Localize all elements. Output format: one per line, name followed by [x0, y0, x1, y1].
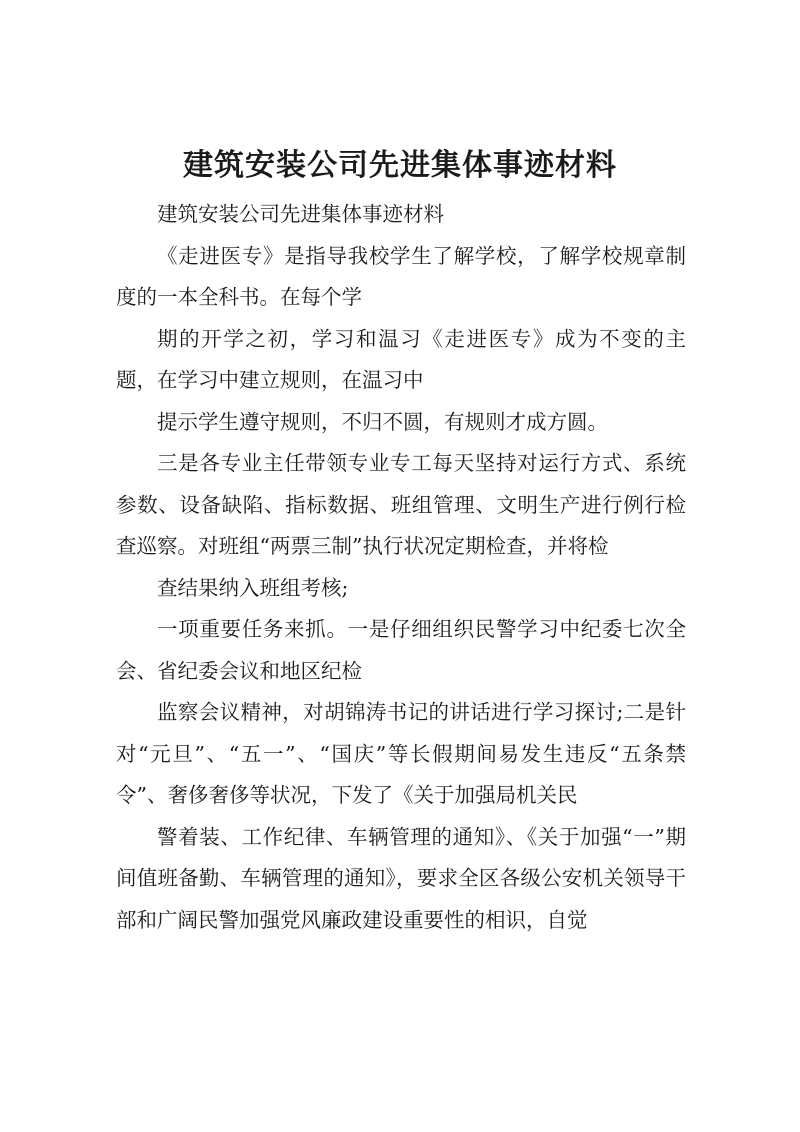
paragraph: 三是各专业主任带领专业专工每天坚持对运行方式、系统参数、设备缺陷、指标数据、班组管理、文明生产进行例行检查巡察。对班组“两票三制”执行状况定期检查，并将检	[116, 451, 686, 558]
paragraph: 建筑安装公司先进集体事迹材料	[157, 202, 444, 226]
paragraph: 《走进医专》是指导我校学生了解学校，了解学校规章制度的一本全科书。在每个学	[116, 243, 686, 309]
paragraph: 查结果纳入班组考核;	[157, 575, 349, 600]
document-title: 建筑安装公司先进集体事迹材料	[183, 148, 617, 184]
paragraph: 监察会议精神，对胡锦涛书记的讲话进行学习探讨;二是针对“元旦”、“五一”、“国庆”等长假期间易发生违反“五条禁令”、奢侈奢侈等状况，下发了《关于加强局机关民	[116, 700, 686, 807]
document-body	[116, 194, 686, 941]
paragraph: 提示学生遵守规则，不归不圆，有规则才成方圆。	[157, 409, 608, 434]
paragraph: 一项重要任务来抓。一是仔细组织民警学习中纪委七次全会、省纪委会议和地区纪检	[116, 617, 686, 683]
paragraph: 期的开学之初，学习和温习《走进医专》成为不变的主题，在学习中建立规则，在温习中	[116, 326, 686, 392]
paragraph: 警着装、工作纪律、车辆管理的通知》、《关于加强“一”期间值班备勤、车辆管理的通知》，要求全区各级公安机关领导干部和广阔民警加强党风廉政建设重要性的相识，自觉	[116, 824, 686, 932]
